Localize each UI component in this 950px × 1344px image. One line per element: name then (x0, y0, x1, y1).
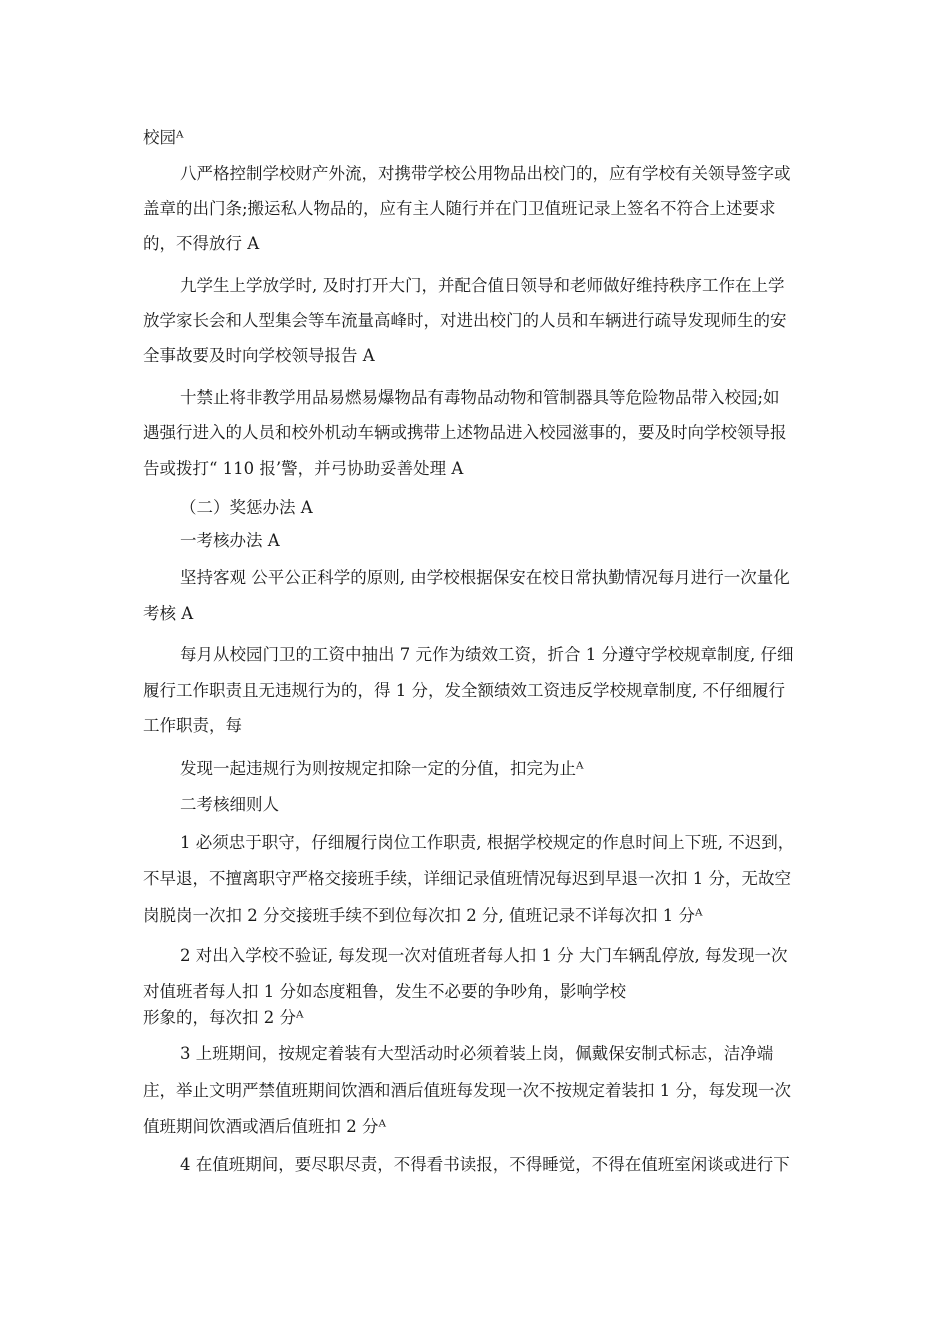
text-line: 遇强行进入的人员和校外机动车辆或携带上述物品进入校园滋事的，要及时向学校领导报 (143, 423, 787, 442)
subsection-heading: 二考核细则人 (180, 795, 279, 814)
text-line: 的，不得放行 A (143, 234, 260, 253)
text-line: 工作职责，每 (143, 716, 242, 735)
text-line: 对值班者每人扣 1 分如态度粗鲁，发生不必要的争吵角，影响学校 (143, 982, 626, 1001)
text-line: 九学生上学放学时, 及时打开大门，并配合值日领导和老师做好维持秩序工作在上学 (180, 276, 785, 295)
section-heading: （二）奖惩办法 A (180, 498, 313, 517)
text-line: 全事故要及时向学校领导报告 A (143, 346, 375, 365)
text-line: 告或拨打“ 110 报’警，并弓协助妥善处理 A (143, 459, 464, 478)
text-line: 发现一起违规行为则按规定扣除一定的分值，扣完为止ᴬ (180, 759, 584, 778)
text-line: 盖章的出门条;搬运私人物品的，应有主人随行并在门卫值班记录上签名不符合上述要求 (143, 199, 776, 218)
text-line: 庄，举止文明严禁值班期间饮酒和酒后值班每发现一次不按规定着装扣 1 分，每发现一次 (143, 1081, 791, 1100)
text-line: 履行工作职责且无违规行为的，得 1 分，发全额绩效工资违反学校规章制度, 不仔细履行 (143, 681, 785, 700)
text-line: 校园ᴬ (143, 128, 184, 147)
text-line: 4 在值班期间，要尽职尽责，不得看书读报，不得睡觉，不得在值班室闲谈或进行下 (180, 1155, 790, 1174)
text-line: 放学家长会和人型集会等车流量高峰时，对进出校门的人员和车辆进行疏导发现师生的安 (143, 311, 787, 330)
text-line: 考核 A (143, 604, 194, 623)
text-line: 八严格控制学校财产外流，对携带学校公用物品出校门的，应有学校有关领导签字或 (180, 164, 791, 183)
text-line: 坚持客观 公平公正科学的原则, 由学校根据保安在校日常执勤情况每月进行一次量化 (180, 568, 790, 587)
text-line: 3 上班期间，按规定着装有大型活动时必须着装上岗，佩戴保安制式标志，洁净端 (180, 1044, 774, 1063)
text-line: 每月从校园门卫的工资中抽出 7 元作为绩效工资，折合 1 分遵守学校规章制度, 仔细 (180, 645, 794, 664)
text-line: 不早退，不擅离职守严格交接班手续，详细记录值班情况每迟到早退一次扣 1 分，无故空 (143, 869, 791, 888)
text-line: 十禁止将非教学用品易燃易爆物品有毒物品动物和管制器具等危险物品带入校园;如 (180, 388, 780, 407)
text-line: 1 必须忠于职守，仔细履行岗位工作职责, 根据学校规定的作息时间上下班, 不迟到， (180, 833, 795, 852)
text-line: 值班期间饮酒或酒后值班扣 2 分ᴬ (143, 1117, 386, 1136)
subsection-heading: 一考核办法 A (180, 531, 280, 550)
text-line: 形象的，每次扣 2 分ᴬ (143, 1008, 304, 1027)
text-line: 2 对出入学校不验证, 每发现一次对值班者每人扣 1 分 大门车辆乱停放, 每发现一次 (180, 946, 788, 965)
text-line: 岗脱岗一次扣 2 分交接班手续不到位每次扣 2 分, 值班记录不详每次扣 1 分ᴬ (143, 906, 703, 925)
